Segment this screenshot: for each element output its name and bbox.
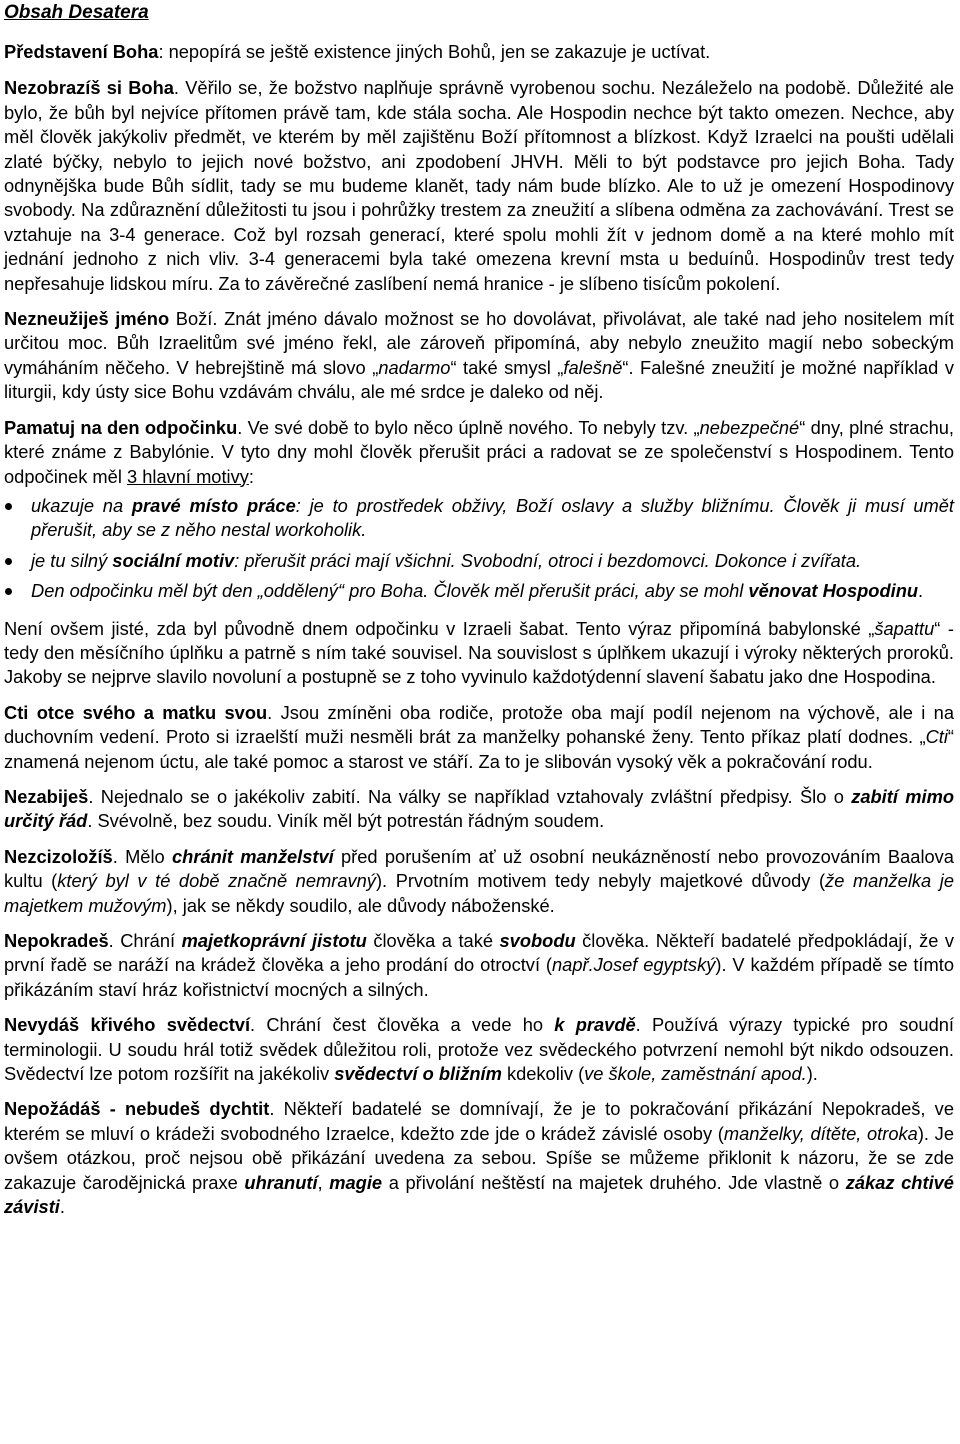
commandment-4-paragraph — [4, 416, 954, 489]
list-item-emphasis: sociální motiv — [112, 549, 235, 571]
intro-text: : nepopírá se ještě existence jiných Bohů, jen se zakazuje je uctívat. — [158, 41, 711, 62]
commandment-3-term: nadarmo — [378, 356, 451, 378]
commandment-6-paragraph — [4, 785, 954, 834]
commandment-8-text: člověka. Někteří badatelé předpokládají, že v první řadě se naráží na krádež člověka a jeho prodání do otroctví ( — [4, 930, 954, 976]
commandment-7-emphasis: chránit manželství — [172, 845, 334, 867]
commandment-8-heading: Nepokradeš — [4, 930, 109, 951]
commandment-3-text: “ také smysl „ — [450, 356, 564, 378]
commandment-10-text: . — [59, 1196, 65, 1218]
commandment-2-text: . Věřilo se, že božstvo naplňuje správně vyrobenou sochu. Nezáleželo na podobě. Důležité ale bylo, že bůh byl nejvíce přítomen právě tam, kde stála socha. Ale Hospodin nechce být takto omezen. Nechce, aby měl člověk jakýkoliv předmět, ve kterém by měl zajištěnu Boží přítomnost a blízkost. Když Izraelci na poušti udělali zlaté býčky, nebylo to jejich nové božstvo, ani zpodobení JHVH. Měli to být podstavce pro jejich Boha. Tady odnynějška bude Bůh sídlit, tady se mu budeme klanět, tady nám bude blízko. Ale to už je omezení Hospodinovy svobody. Na zdůraznění důležitosti tu jsou i pohrůžky trestem za zneužití a slíbena odměna za zachovávání. Trest se vztahuje na 3-4 generace. Což byl rozsah generací, které spolu mohli žít v jednom domě a na které mohlo mít jednání jednoho z nich vliv. 3-4 generacemi byla také omezena krevní msta u beduínů. Hospodinův trest tedy nepřesahuje lidskou míru. Za to závěrečné zaslíbení nemá hranice - je slíbeno tisícům pokolení. — [4, 77, 954, 294]
list-item-emphasis: pravé místo práce — [131, 494, 296, 516]
commandment-8-emphasis: svobodu — [499, 930, 576, 951]
commandment-8-paragraph — [4, 929, 954, 1002]
commandment-10-text: ). Je ovšem otázkou, proč nejsou obě přikázání uvedena za sebou. Spíše se můžeme přiklonit k názoru, že se zde zakazuje čarodějnická praxe — [4, 1122, 954, 1193]
commandment-8-text: . Chrání — [108, 930, 182, 951]
commandment-5-heading: Cti otce svého a matku svou — [4, 701, 268, 723]
commandment-6-text: . Nejednalo se o jakékoliv zabití. Na války se například vztahovaly zvláštní předpisy. Šlo o — [88, 785, 852, 807]
commandment-8-text: ). V každém případě se tímto přikázáním staví hráz kořistnictví mocných a silných. — [4, 954, 954, 1000]
document-title: Obsah Desatera — [4, 2, 149, 23]
commandment-2-heading: Nezobrazíš si Boha — [4, 77, 174, 99]
commandment-4-term: nebezpečné — [699, 416, 800, 438]
motives-list — [4, 494, 954, 604]
commandment-7-heading: Nezcizoložíš — [4, 845, 113, 867]
commandment-7-text: ). Prvotním motivem tedy nebyly majetkové důvody ( — [375, 870, 826, 892]
commandment-7-text: . Mělo — [112, 845, 172, 867]
commandment-10-emphasis: zákaz chtivé závisti — [4, 1171, 954, 1218]
commandment-3-text: Boží. Znát jméno dávalo možnost se ho dovolávat, přivolávat, ale také nad jeho nositelem mít určitou moc. Bůh Izraelitům své jméno řekl, ale zároveň připomíná, aby nebylo zneužito magií nebo sobeckým vymáháním něčeho. V hebrejštině má slovo „ — [4, 308, 954, 378]
commandment-9-heading: Nevydáš křivého svědectví — [4, 1014, 251, 1036]
commandment-8-emphasis: majetkoprávní jistotu — [181, 930, 367, 951]
commandment-3-text: “. Falešné zneužití je možné například v liturgii, kdy ústy sice Bohu vzdávám chválu, ale mé srdce je daleko od něj. — [4, 356, 954, 403]
list-item-text: ukazuje na — [31, 494, 132, 516]
list-item-text: je tu silný — [31, 549, 113, 571]
commandment-7-aside: který byl v té době značně nemravný — [57, 870, 376, 892]
sabbath-origin-paragraph — [4, 617, 954, 690]
commandment-9-emphasis: svědectví o bližním — [334, 1063, 502, 1085]
commandment-6-text: . Svévolně, bez soudu. Viník měl být potrestán řádným soudem. — [87, 810, 605, 832]
commandment-8-text: člověka a také — [366, 930, 500, 951]
commandment-9-emphasis: k pravdě — [554, 1014, 636, 1036]
intro-paragraph — [4, 40, 954, 64]
intro-heading: Představení Boha — [4, 41, 159, 62]
commandment-3-heading: Nezneužiješ jméno — [4, 308, 170, 330]
commandment-7-text: ), jak se někdy soudilo, ale důvody náboženské. — [166, 894, 555, 916]
commandment-5-term: Cti — [925, 726, 948, 748]
commandment-9-text: kdekoliv ( — [501, 1063, 585, 1085]
commandment-6-emphasis: zabití mimo určitý řád — [4, 785, 954, 832]
list-item — [4, 549, 954, 573]
commandment-4-text: “ dny, plné strachu, které známe z Babylónie. V tyto dny mohl člověk přerušit práci a radovat se ze společenství s Hospodinem. Tento odpočinek měl — [4, 416, 954, 487]
list-item-text: Den odpočinku měl být den „ — [31, 580, 264, 602]
commandment-10-emphasis: magie — [329, 1171, 383, 1193]
list-item-emphasis: věnovat Hospodinu — [748, 580, 919, 602]
commandment-3-paragraph — [4, 307, 954, 405]
bullet-icon — [5, 558, 12, 565]
list-item — [4, 579, 954, 603]
list-item-text: “ pro Boha. Člověk měl přerušit práci, aby se mohl — [337, 580, 749, 602]
commandment-10-paragraph — [4, 1097, 954, 1219]
bullet-icon — [5, 503, 12, 510]
paragraph-text: “ - tedy den měsíčního úplňku a patrně s ním také souvisel. Na souvislost s úplňkem ukazují i výroky některých proroků. Jakoby se nejprve slavilo novoluní a postupně se z toho vyvinulo každotýdenní slavení šabatu jako dne Hospodina. — [4, 617, 954, 688]
list-item-term: oddělený — [263, 580, 338, 602]
list-item-text: : přerušit práci mají všichni. Svobodní, otroci i bezdomovci. Dokonce i zvířata. — [234, 549, 862, 571]
commandment-3-term: falešně — [563, 356, 623, 378]
commandment-10-text: . Někteří badatelé se domnívají, že je to pokračování přikázání Nepokradeš, ve kterém se mluví o krádeži svobodného Izraelce, kdežto zde jde o krádež závislé osoby ( — [4, 1098, 954, 1144]
commandment-6-heading: Nezabiješ — [4, 785, 89, 807]
commandment-10-text: a přivolání neštěstí na majetek druhého. Jde vlastně o — [382, 1171, 846, 1193]
commandment-10-emphasis: uhranutí — [244, 1171, 318, 1193]
commandment-10-text: , — [317, 1171, 330, 1193]
commandment-10-aside: manželky, dítěte, otroka — [723, 1122, 918, 1144]
list-item-text: : je to prostředek obživy, Boží oslavy a služby bližnímu. Člověk ji musí umět přerušit, aby se z něho nestal workoholik. — [31, 494, 954, 541]
commandment-4-heading: Pamatuj na den odpočinku — [4, 416, 238, 438]
commandment-4-text: : — [248, 465, 254, 487]
commandment-7-aside: že manželka je majetkem mužovým — [4, 870, 954, 916]
commandment-7-paragraph — [4, 845, 954, 918]
paragraph-text: Není ovšem jisté, zda byl původně dnem odpočinku v Izraeli šabat. Tento výraz připomíná babylonské „ — [4, 617, 875, 639]
motives-underlined: 3 hlavní motivy — [126, 465, 249, 487]
bullet-icon — [5, 588, 12, 595]
commandment-9-paragraph — [4, 1013, 954, 1086]
list-item-text: . — [918, 580, 924, 602]
commandment-9-aside: ve škole, zaměstnání apod. — [584, 1063, 807, 1085]
commandment-5-text: . Jsou zmíněni oba rodiče, protože oba mají podíl nejenom na výchově, ale i na duchovním vedení. Proto si izraelští muži nesměli brát za manželky pohanské ženy. Tento příkaz platí dodnes. „ — [4, 701, 954, 748]
commandment-7-text: před porušením ať už osobní neukázněností nebo provozováním Baalova kultu ( — [4, 845, 954, 892]
commandment-10-heading: Nepožádáš - nebudeš dychtit — [4, 1098, 270, 1120]
commandment-4-text: . Ve své době to bylo něco úplně nového. To nebyly tzv. „ — [237, 416, 700, 438]
paragraph-term: šapattu — [874, 617, 935, 639]
commandment-9-text: . Používá výrazy typické pro soudní terminologii. U soudu hrál totiž svědek důležitou roli, protože vez svědeckého potvrzení nemohl být nikdo odsouzen. Svědectví lze potom rozšířit na jakékoliv — [4, 1014, 954, 1085]
list-item — [4, 494, 954, 543]
commandment-9-text: ). — [806, 1063, 818, 1085]
commandment-8-aside: např.Josef egyptský — [551, 954, 716, 976]
commandment-2-paragraph — [4, 76, 954, 296]
commandment-5-text: “ znamená nejenom úctu, ale také pomoc a starost ve stáří. Za to je slibován vysoký věk a pokračování rodu. — [4, 726, 954, 772]
commandment-5-paragraph — [4, 701, 954, 774]
commandment-9-text: . Chrání čest člověka a vede ho — [250, 1014, 555, 1036]
